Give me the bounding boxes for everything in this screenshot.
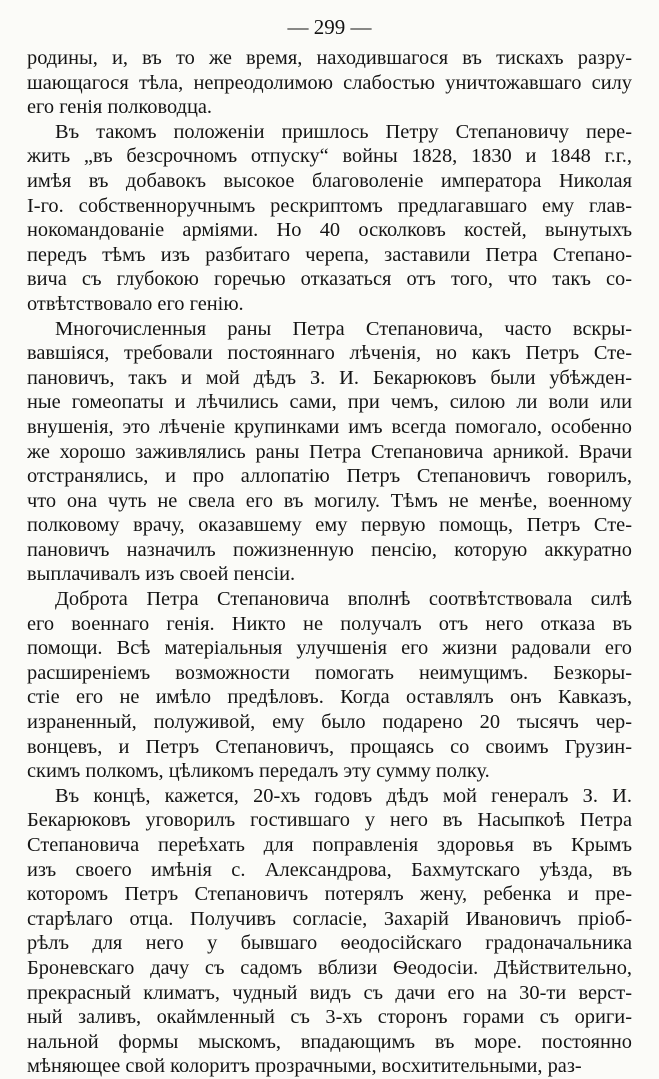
text-line: вавшіяся, требовали постояннаго лѣченія, но какъ Петръ Сте-: [27, 342, 632, 365]
text-line: пановичъ назначилъ пожизненную пенсію, которую аккуратно: [27, 538, 632, 561]
text-line: Многочисленныя раны Петра Степановича, часто вскры-: [55, 317, 632, 340]
text-line: же хорошо заживлялись раны Петра Степановича арникой. Врачи: [27, 440, 632, 463]
text-line: полковому врачу, оказавшему ему первую помощь, Петръ Сте-: [27, 514, 632, 537]
text-line: отстранялись, и про аллопатію Петръ Степановичъ говорилъ,: [27, 465, 632, 488]
text-line: прекрасный климатъ, чудный видъ съ дачи его на 30-ти верст-: [27, 981, 632, 1004]
text-line: расширеніемъ возможности помогать неимущимъ. Безкоры-: [27, 661, 632, 684]
text-line: которомъ Петръ Степановичъ потерялъ жену, ребенка и пре-: [27, 883, 632, 906]
text-line: отвѣтствовало его генію.: [27, 292, 244, 315]
paragraph: [27, 317, 632, 588]
text-line: передъ тѣмъ изъ разбитаго черепа, заставили Петра Степано-: [27, 243, 632, 266]
text-line: Бекарюковъ уговорилъ гостившаго у него въ Насыпкоѣ Петра: [27, 809, 632, 832]
text-line: шающагося тѣла, непреодолимою слабостью уничтожавшаго силу: [27, 71, 632, 94]
text-line: скимъ полкомъ, цѣликомъ передалъ эту сумму полку.: [27, 760, 490, 783]
text-body: [27, 46, 632, 1079]
paragraph: [27, 784, 632, 1079]
text-line: старѣлаго отца. Получивъ согласіе, Захарій Ивановичъ пріоб-: [27, 907, 632, 930]
text-line: Въ концѣ, кажется, 20-хъ годовъ дѣдъ мой генералъ З. И.: [55, 784, 632, 807]
text-line: его генія полководца.: [27, 96, 213, 119]
text-line: мѣняющее свой колоритъ прозрачными, восхитительными, раз-: [27, 1055, 582, 1078]
paragraph: [27, 587, 632, 784]
text-line: І-го. собственноручнымъ рескриптомъ предлагавшаго ему глав-: [27, 194, 632, 217]
text-line: ный заливъ, окаймленный съ 3-хъ сторонъ горами съ ориги-: [27, 1006, 632, 1029]
text-line: внушенія, это лѣченіе крупинками имъ всегда помогало, особенно: [27, 415, 632, 438]
text-line: изъ своего имѣнія с. Александрова, Бахмутскаго уѣзда, въ: [27, 858, 632, 881]
text-line: родины, и, въ то же время, находившагося въ тискахъ разру-: [27, 47, 632, 69]
paragraph: [27, 46, 632, 120]
text-line: Доброта Петра Степановича вполнѣ соотвѣтствовала силѣ: [55, 588, 632, 611]
text-line: жить „въ безсрочномъ отпуску“ войны 1828, 1830 и 1848 г.г.,: [27, 145, 632, 168]
text-line: рѣлъ для него у бывшаго ѳеодосійскаго градоначальника: [27, 932, 632, 955]
text-line: Въ такомъ положеніи пришлось Петру Степановичу пере-: [55, 120, 632, 143]
text-line: что она чуть не свела его въ могилу. Тѣмъ не менѣе, военному: [27, 489, 632, 512]
page-number: — 299 —: [287, 15, 372, 39]
paragraph: [27, 120, 632, 317]
text-line: ные гомеопаты и лѣчились сами, при чемъ, силою ли воли или: [27, 391, 632, 414]
text-line: вонцевъ, и Петръ Степановичъ, прощаясь со своимъ Грузин-: [27, 735, 632, 758]
text-line: помощи. Всѣ матеріальныя улучшенія его жизни радовали его: [27, 637, 632, 660]
text-line: Броневскаго дачу съ садомъ вблизи Ѳеодосіи. Дѣйствительно,: [27, 956, 632, 979]
text-line: израненный, полуживой, ему было подарено 20 тысячъ чер-: [27, 711, 632, 734]
text-line: Степановича переѣхать для поправленія здоровья въ Крымъ: [27, 834, 632, 856]
text-line: пановичъ, такъ и мой дѣдъ З. И. Бекарюковъ были убѣжден-: [27, 366, 632, 389]
text-line: выплачивалъ изъ своей пенсіи.: [27, 563, 296, 586]
text-line: вича съ глубокою горечью отказаться отъ того, что такъ со-: [27, 268, 632, 291]
text-line: нокомандованіе арміями. Но 40 осколковъ костей, вынутыхъ: [27, 219, 632, 242]
text-line: его военнаго генія. Никто не получалъ отъ него отказа въ: [27, 612, 632, 635]
text-line: нальной формы мыскомъ, впадающимъ въ море. постоянно: [27, 1030, 632, 1053]
text-line: стіе его не имѣло предѣловъ. Когда оставлялъ онъ Кавказъ,: [27, 686, 632, 709]
text-line: имѣя въ добавокъ высокое благоволеніе императора Николая: [27, 169, 632, 192]
